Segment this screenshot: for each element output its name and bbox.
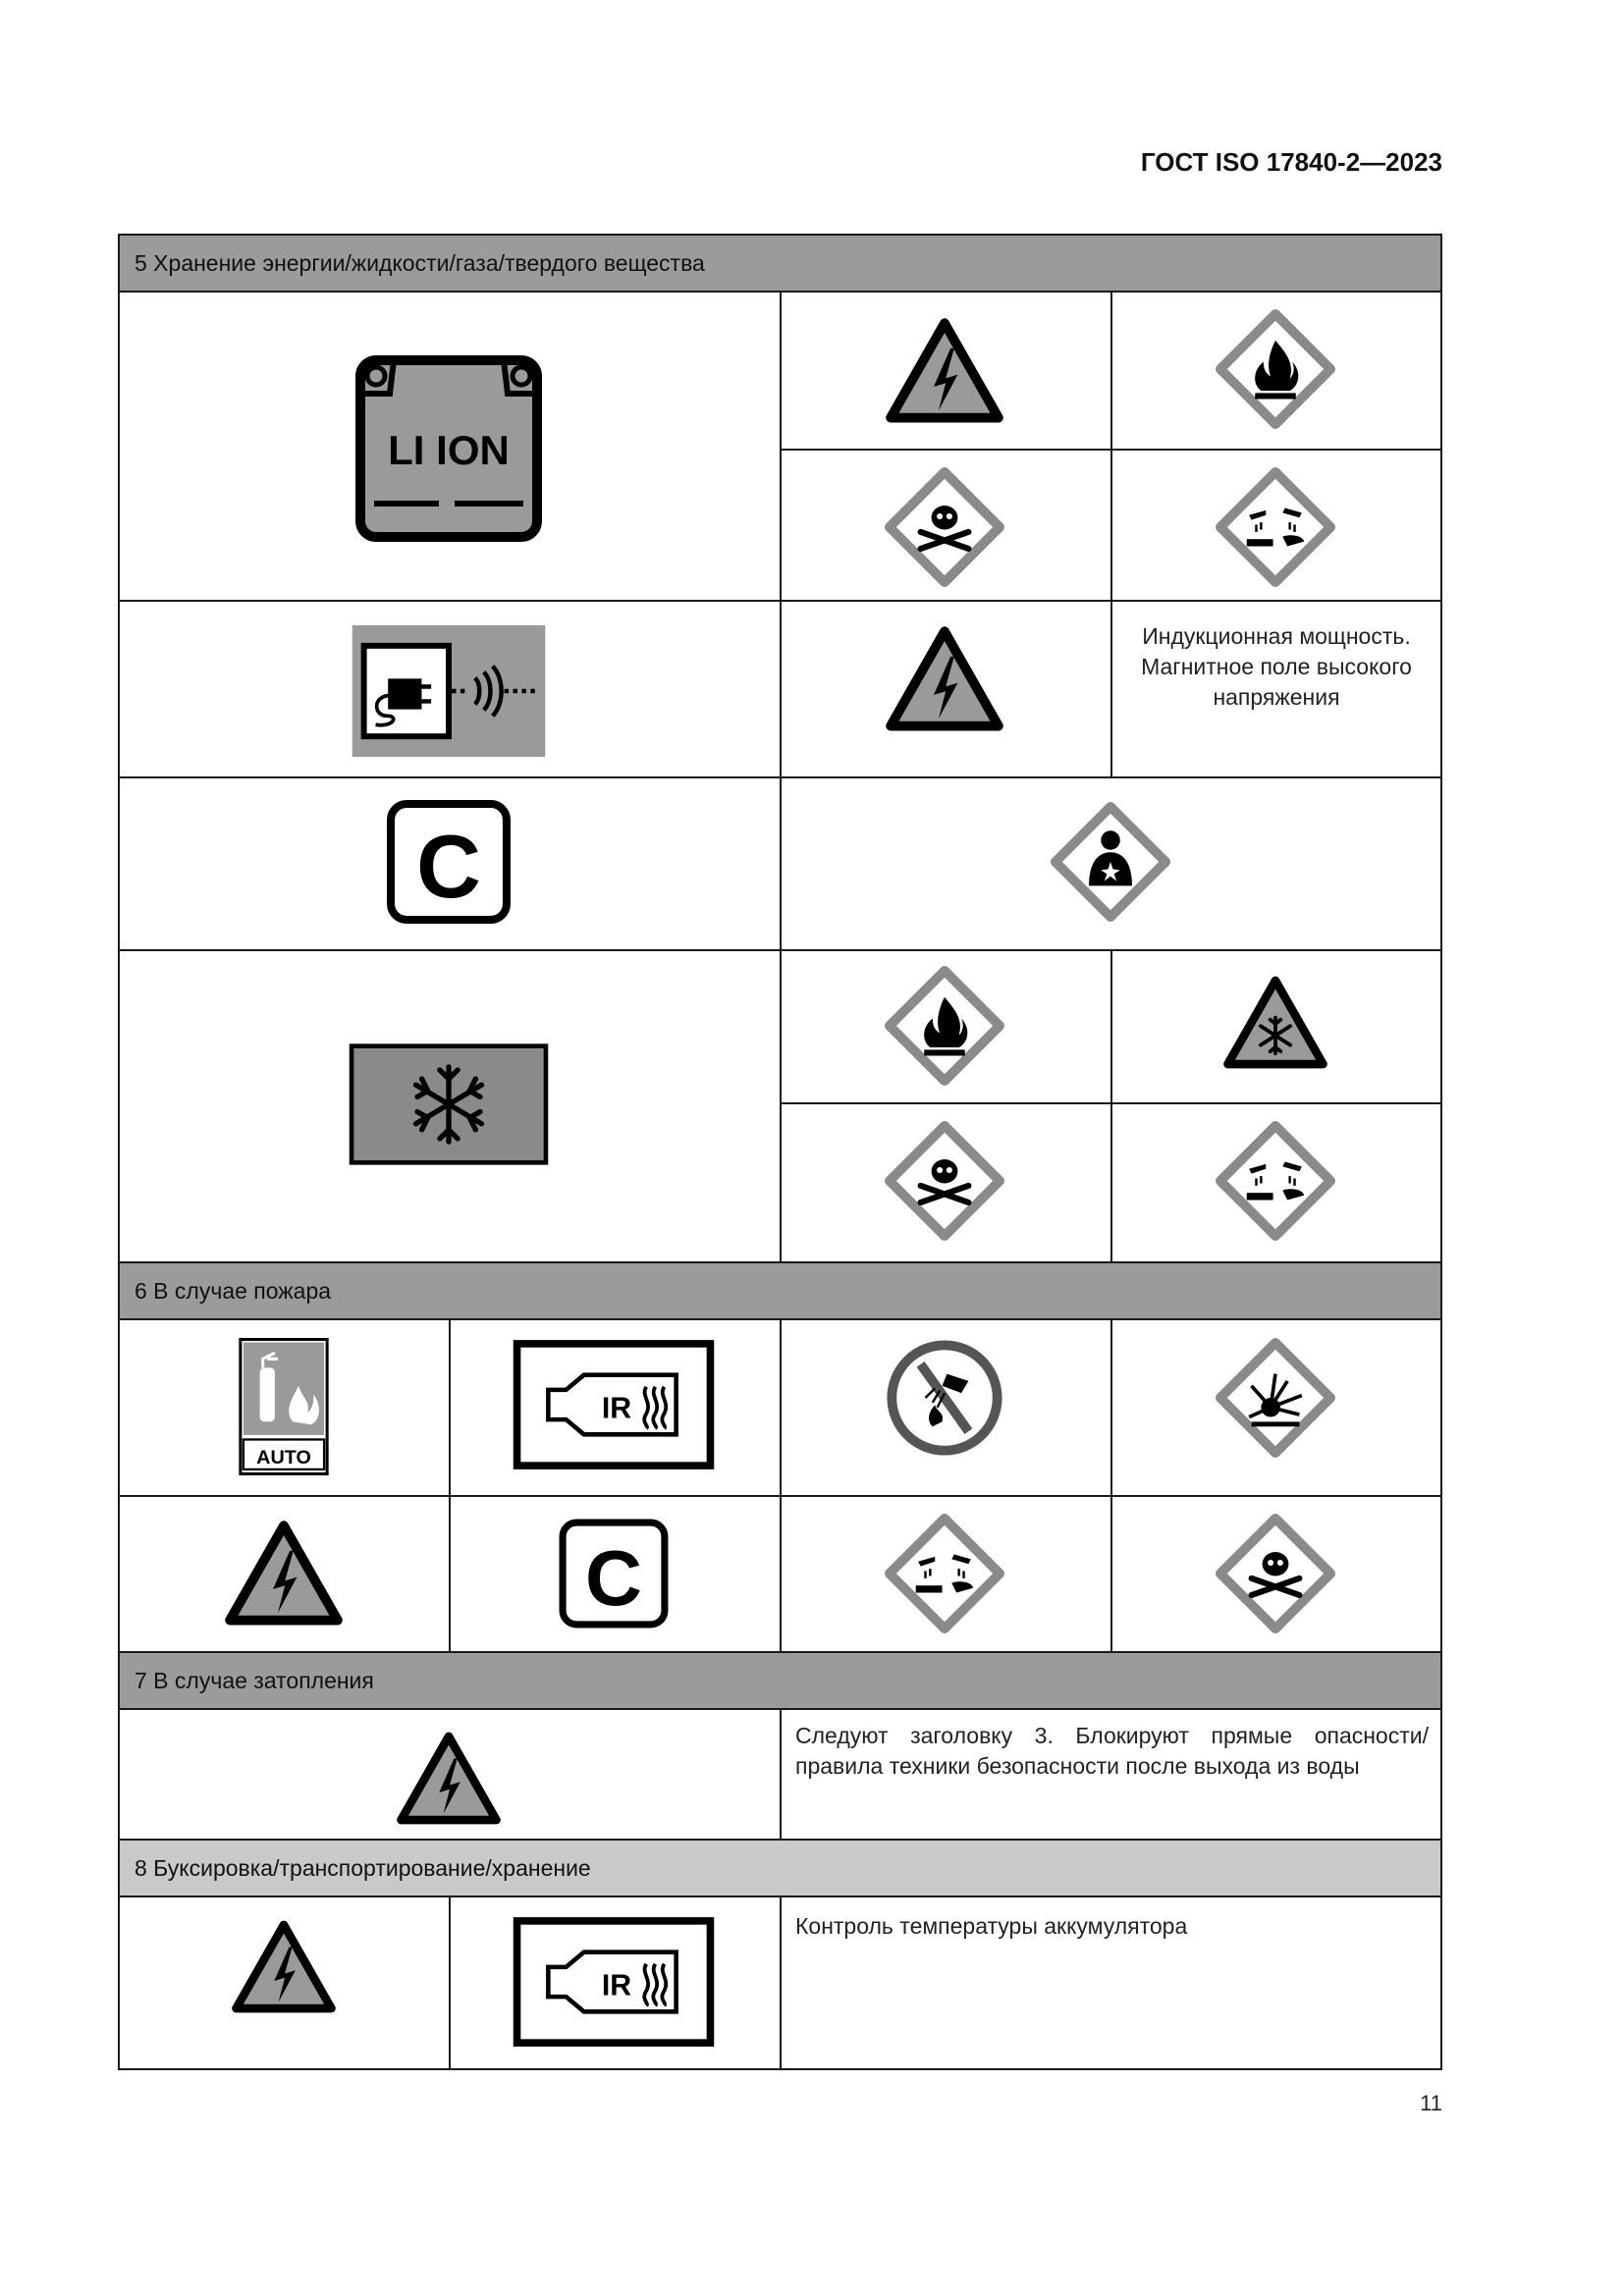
section-7-header: 7 В случае затопления [118,1651,1442,1710]
section-6-header: 6 В случае пожара [118,1261,1442,1320]
high-voltage-warning-icon [885,625,1004,733]
refrigerant-snowflake-icon [349,1042,549,1166]
flooding-note: Следуют заголовку 3. Блокируют прямые опасности/ правила техники безопасности после выхода из воды [795,1723,1429,1779]
inductive-charging-icon [352,625,546,757]
svg-text:AUTO: AUTO [256,1446,311,1468]
fire-extinguisher-auto-icon [239,1338,329,1475]
infrared-thermal-icon [513,1916,715,2048]
capacitor-c-icon [556,1516,672,1631]
ghs-corrosive-icon [885,1514,1004,1633]
ghs-explosive-icon [1216,1338,1335,1458]
section-8-header: 8 Буксировка/транспортирование/хранение [118,1839,1442,1897]
high-voltage-warning-icon [885,317,1004,425]
ghs-flammable-icon [885,966,1004,1086]
capacitor-c-icon [383,796,514,928]
svg-text:C: C [585,1533,642,1623]
high-voltage-warning-icon [396,1732,502,1827]
ghs-toxic-icon [1216,1514,1335,1633]
svg-text:IR: IR [601,1969,632,2002]
svg-text:LI ION: LI ION [388,427,510,473]
high-voltage-warning-icon [231,1920,337,2015]
high-voltage-warning-icon [224,1520,344,1628]
li-ion-battery-icon [351,350,547,547]
do-not-use-water-icon [885,1338,1004,1458]
ghs-flammable-icon [1216,309,1335,429]
induction-note: Индукционная мощность. Магнитное поле высокого напряжения [1141,623,1412,710]
ghs-health-hazard-icon [1051,802,1170,922]
ghs-corrosive-icon [1216,467,1335,587]
page-number: 11 [1420,2091,1442,2115]
document-code: ГОСТ ISO 17840-2—2023 [1140,147,1442,177]
ghs-corrosive-icon [1216,1121,1335,1241]
svg-text:C: C [416,818,481,918]
ghs-toxic-icon [885,1121,1004,1241]
ghs-toxic-icon [885,467,1004,587]
battery-temp-note: Контроль температуры аккумулятора [795,1913,1188,1939]
infrared-thermal-icon [513,1339,715,1470]
svg-text:IR: IR [601,1392,632,1425]
section-5-header: 5 Хранение энергии/жидкости/газа/твердого вещества [118,234,1442,293]
low-temperature-warning-icon [1222,976,1328,1071]
